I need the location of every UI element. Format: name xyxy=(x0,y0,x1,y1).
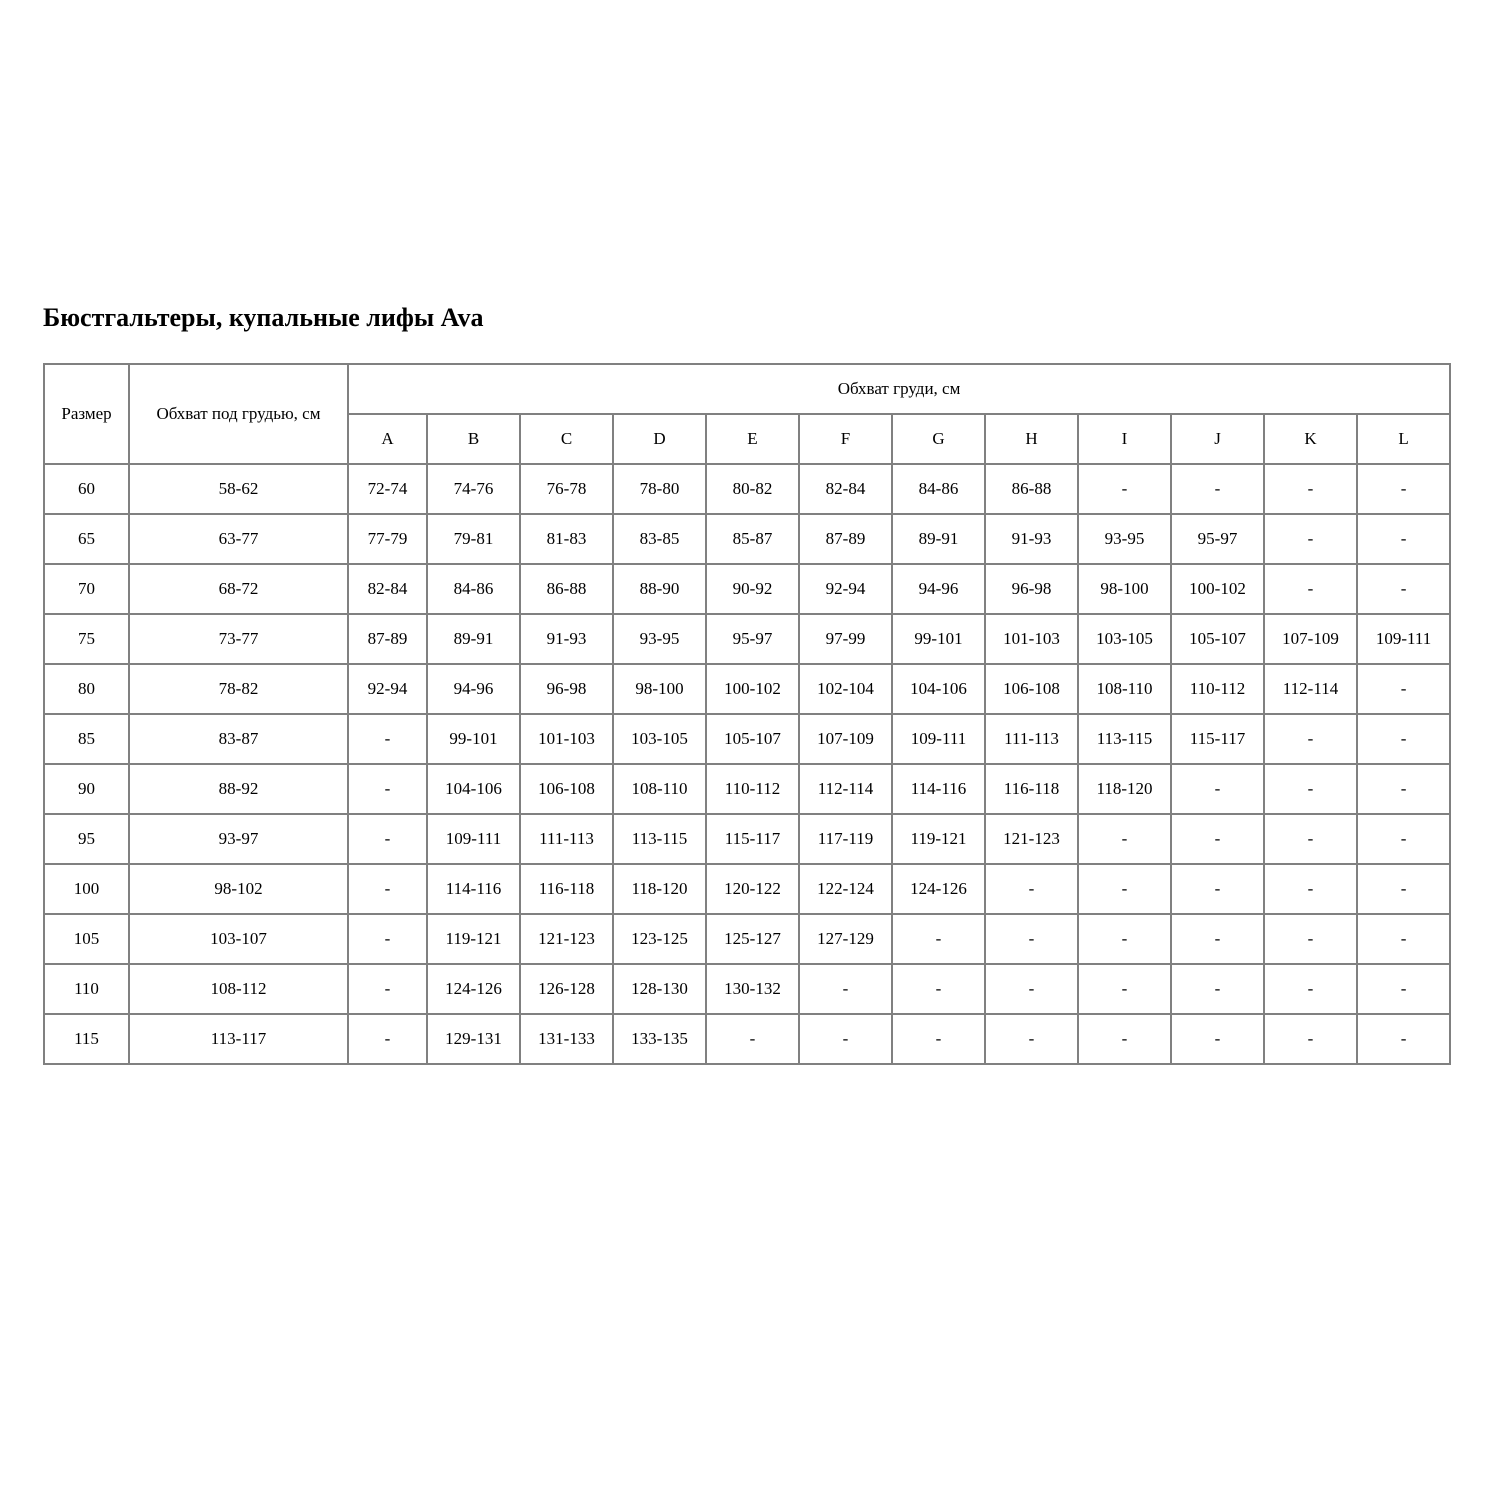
cup-cell: 119-121 xyxy=(892,814,985,864)
cup-cell: 103-105 xyxy=(1078,614,1171,664)
cup-cell: 72-74 xyxy=(348,464,427,514)
cup-cell: 115-117 xyxy=(706,814,799,864)
cup-cell: 108-110 xyxy=(1078,664,1171,714)
cup-cell: - xyxy=(1171,464,1264,514)
cup-cell: 101-103 xyxy=(985,614,1078,664)
cup-cell: 112-114 xyxy=(1264,664,1357,714)
cup-cell: 86-88 xyxy=(520,564,613,614)
cup-cell: - xyxy=(1078,814,1171,864)
cup-cell: 119-121 xyxy=(427,914,520,964)
cup-cell: 84-86 xyxy=(892,464,985,514)
header-cup-e: E xyxy=(706,414,799,464)
cup-cell: 107-109 xyxy=(1264,614,1357,664)
header-cup-a: A xyxy=(348,414,427,464)
cup-cell: - xyxy=(706,1014,799,1064)
cup-cell: 113-115 xyxy=(1078,714,1171,764)
cup-cell: 94-96 xyxy=(427,664,520,714)
table-row xyxy=(44,464,1450,514)
underbust-cell: 98-102 xyxy=(129,864,348,914)
cup-cell: 92-94 xyxy=(348,664,427,714)
cup-cell: - xyxy=(1264,764,1357,814)
cup-cell: 105-107 xyxy=(1171,614,1264,664)
cup-cell: - xyxy=(348,864,427,914)
table-row xyxy=(44,614,1450,664)
cup-cell: - xyxy=(348,714,427,764)
cup-cell: 109-111 xyxy=(1357,614,1450,664)
table-row xyxy=(44,964,1450,1014)
cup-cell: 98-100 xyxy=(1078,564,1171,614)
cup-cell: 118-120 xyxy=(613,864,706,914)
cup-cell: - xyxy=(1357,714,1450,764)
header-bust-span: Обхват груди, см xyxy=(348,364,1450,414)
cup-cell: 103-105 xyxy=(613,714,706,764)
underbust-cell: 78-82 xyxy=(129,664,348,714)
header-cup-f: F xyxy=(799,414,892,464)
header-size: Размер xyxy=(44,364,129,464)
cup-cell: 95-97 xyxy=(706,614,799,664)
cup-cell: - xyxy=(348,964,427,1014)
cup-cell: - xyxy=(1357,964,1450,1014)
table-row xyxy=(44,764,1450,814)
cup-cell: - xyxy=(1357,564,1450,614)
header-cup-d: D xyxy=(613,414,706,464)
cup-cell: 77-79 xyxy=(348,514,427,564)
cup-cell: - xyxy=(1171,864,1264,914)
cup-cell: 96-98 xyxy=(520,664,613,714)
cup-cell: 90-92 xyxy=(706,564,799,614)
size-chart-table xyxy=(43,363,1451,1065)
cup-cell: - xyxy=(1078,964,1171,1014)
table-row xyxy=(44,514,1450,564)
cup-cell: - xyxy=(1357,514,1450,564)
cup-cell: 125-127 xyxy=(706,914,799,964)
cup-cell: 106-108 xyxy=(985,664,1078,714)
table-row xyxy=(44,864,1450,914)
underbust-cell: 73-77 xyxy=(129,614,348,664)
cup-cell: 109-111 xyxy=(427,814,520,864)
size-cell: 105 xyxy=(44,914,129,964)
cup-cell: 111-113 xyxy=(520,814,613,864)
cup-cell: 89-91 xyxy=(427,614,520,664)
size-cell: 115 xyxy=(44,1014,129,1064)
underbust-cell: 83-87 xyxy=(129,714,348,764)
cup-cell: 130-132 xyxy=(706,964,799,1014)
cup-cell: 100-102 xyxy=(706,664,799,714)
cup-cell: 83-85 xyxy=(613,514,706,564)
cup-cell: - xyxy=(1171,814,1264,864)
size-cell: 80 xyxy=(44,664,129,714)
cup-cell: 127-129 xyxy=(799,914,892,964)
header-cup-c: C xyxy=(520,414,613,464)
cup-cell: 95-97 xyxy=(1171,514,1264,564)
cup-cell: - xyxy=(1171,964,1264,1014)
cup-cell: 100-102 xyxy=(1171,564,1264,614)
size-cell: 110 xyxy=(44,964,129,1014)
cup-cell: 99-101 xyxy=(427,714,520,764)
cup-cell: - xyxy=(985,964,1078,1014)
cup-cell: 87-89 xyxy=(799,514,892,564)
size-cell: 95 xyxy=(44,814,129,864)
underbust-cell: 103-107 xyxy=(129,914,348,964)
cup-cell: 133-135 xyxy=(613,1014,706,1064)
cup-cell: 98-100 xyxy=(613,664,706,714)
cup-cell: - xyxy=(1078,1014,1171,1064)
cup-cell: - xyxy=(799,964,892,1014)
cup-cell: 96-98 xyxy=(985,564,1078,614)
cup-cell: 123-125 xyxy=(613,914,706,964)
cup-cell: 85-87 xyxy=(706,514,799,564)
cup-cell: 81-83 xyxy=(520,514,613,564)
cup-cell: 88-90 xyxy=(613,564,706,614)
underbust-cell: 58-62 xyxy=(129,464,348,514)
cup-cell: 86-88 xyxy=(985,464,1078,514)
size-cell: 85 xyxy=(44,714,129,764)
cup-cell: 93-95 xyxy=(1078,514,1171,564)
cup-cell: 79-81 xyxy=(427,514,520,564)
cup-cell: - xyxy=(1264,864,1357,914)
cup-cell: - xyxy=(348,914,427,964)
cup-cell: 97-99 xyxy=(799,614,892,664)
cup-cell: - xyxy=(985,1014,1078,1064)
cup-cell: 99-101 xyxy=(892,614,985,664)
cup-cell: 82-84 xyxy=(799,464,892,514)
cup-cell: - xyxy=(1264,714,1357,764)
cup-cell: - xyxy=(1078,464,1171,514)
size-cell: 65 xyxy=(44,514,129,564)
cup-cell: 124-126 xyxy=(427,964,520,1014)
cup-cell: 106-108 xyxy=(520,764,613,814)
cup-cell: 118-120 xyxy=(1078,764,1171,814)
size-cell: 75 xyxy=(44,614,129,664)
cup-cell: 102-104 xyxy=(799,664,892,714)
table-header xyxy=(44,364,1450,464)
header-cup-l: L xyxy=(1357,414,1450,464)
size-cell: 60 xyxy=(44,464,129,514)
table-row xyxy=(44,664,1450,714)
size-cell: 90 xyxy=(44,764,129,814)
cup-cell: 124-126 xyxy=(892,864,985,914)
cup-cell: 89-91 xyxy=(892,514,985,564)
cup-cell: 93-95 xyxy=(613,614,706,664)
cup-cell: 104-106 xyxy=(892,664,985,714)
underbust-cell: 68-72 xyxy=(129,564,348,614)
cup-cell: - xyxy=(1264,914,1357,964)
cup-cell: - xyxy=(1357,864,1450,914)
header-cup-j: J xyxy=(1171,414,1264,464)
cup-cell: - xyxy=(1171,1014,1264,1064)
header-cup-i: I xyxy=(1078,414,1171,464)
cup-cell: 114-116 xyxy=(427,864,520,914)
cup-cell: 105-107 xyxy=(706,714,799,764)
cup-cell: 131-133 xyxy=(520,1014,613,1064)
cup-cell: - xyxy=(1357,814,1450,864)
cup-cell: 109-111 xyxy=(892,714,985,764)
cup-cell: 128-130 xyxy=(613,964,706,1014)
cup-cell: - xyxy=(1357,664,1450,714)
cup-cell: 91-93 xyxy=(520,614,613,664)
cup-cell: - xyxy=(1357,764,1450,814)
cup-cell: 116-118 xyxy=(985,764,1078,814)
cup-cell: 126-128 xyxy=(520,964,613,1014)
underbust-cell: 93-97 xyxy=(129,814,348,864)
cup-cell: - xyxy=(1264,814,1357,864)
table-row xyxy=(44,564,1450,614)
underbust-cell: 88-92 xyxy=(129,764,348,814)
header-cup-h: H xyxy=(985,414,1078,464)
table-row xyxy=(44,714,1450,764)
cup-cell: - xyxy=(1171,914,1264,964)
cup-cell: 117-119 xyxy=(799,814,892,864)
cup-cell: - xyxy=(985,914,1078,964)
page-title: Бюстгальтеры, купальные лифы Ava xyxy=(43,303,484,332)
cup-cell: - xyxy=(1078,864,1171,914)
cup-cell: 110-112 xyxy=(706,764,799,814)
cup-cell: 104-106 xyxy=(427,764,520,814)
size-cell: 100 xyxy=(44,864,129,914)
cup-cell: 78-80 xyxy=(613,464,706,514)
cup-cell: 107-109 xyxy=(799,714,892,764)
cup-cell: 94-96 xyxy=(892,564,985,614)
cup-cell: - xyxy=(1171,764,1264,814)
cup-cell: 110-112 xyxy=(1171,664,1264,714)
cup-cell: - xyxy=(348,1014,427,1064)
cup-cell: - xyxy=(1357,464,1450,514)
cup-cell: 111-113 xyxy=(985,714,1078,764)
underbust-cell: 113-117 xyxy=(129,1014,348,1064)
cup-cell: 129-131 xyxy=(427,1014,520,1064)
cup-cell: - xyxy=(1357,914,1450,964)
cup-cell: 91-93 xyxy=(985,514,1078,564)
cup-cell: 122-124 xyxy=(799,864,892,914)
cup-cell: 112-114 xyxy=(799,764,892,814)
cup-cell: - xyxy=(799,1014,892,1064)
cup-cell: 116-118 xyxy=(520,864,613,914)
cup-cell: - xyxy=(1264,464,1357,514)
cup-cell: - xyxy=(1264,1014,1357,1064)
cup-cell: - xyxy=(1078,914,1171,964)
cup-cell: 113-115 xyxy=(613,814,706,864)
cup-cell: 74-76 xyxy=(427,464,520,514)
cup-cell: - xyxy=(892,964,985,1014)
cup-cell: - xyxy=(1357,1014,1450,1064)
cup-cell: 92-94 xyxy=(799,564,892,614)
cup-cell: - xyxy=(892,1014,985,1064)
cup-cell: 115-117 xyxy=(1171,714,1264,764)
cup-cell: 84-86 xyxy=(427,564,520,614)
cup-cell: - xyxy=(1264,964,1357,1014)
cup-cell: 120-122 xyxy=(706,864,799,914)
header-underbust: Обхват под грудью, см xyxy=(129,364,348,464)
table-row xyxy=(44,1014,1450,1064)
cup-cell: - xyxy=(1264,564,1357,614)
cup-cell: 121-123 xyxy=(520,914,613,964)
underbust-cell: 108-112 xyxy=(129,964,348,1014)
cup-cell: 108-110 xyxy=(613,764,706,814)
cup-cell: 80-82 xyxy=(706,464,799,514)
cup-cell: - xyxy=(348,764,427,814)
size-cell: 70 xyxy=(44,564,129,614)
cup-cell: - xyxy=(1264,514,1357,564)
table-row xyxy=(44,914,1450,964)
cup-cell: - xyxy=(892,914,985,964)
header-row-top xyxy=(44,364,1450,414)
cup-cell: 82-84 xyxy=(348,564,427,614)
table-row xyxy=(44,814,1450,864)
cup-cell: 121-123 xyxy=(985,814,1078,864)
header-cup-b: B xyxy=(427,414,520,464)
cup-cell: 76-78 xyxy=(520,464,613,514)
header-cup-k: K xyxy=(1264,414,1357,464)
cup-cell: 101-103 xyxy=(520,714,613,764)
cup-cell: 114-116 xyxy=(892,764,985,814)
header-cup-g: G xyxy=(892,414,985,464)
cup-cell: - xyxy=(985,864,1078,914)
cup-cell: 87-89 xyxy=(348,614,427,664)
cup-cell: - xyxy=(348,814,427,864)
underbust-cell: 63-77 xyxy=(129,514,348,564)
table-body xyxy=(44,464,1450,1064)
